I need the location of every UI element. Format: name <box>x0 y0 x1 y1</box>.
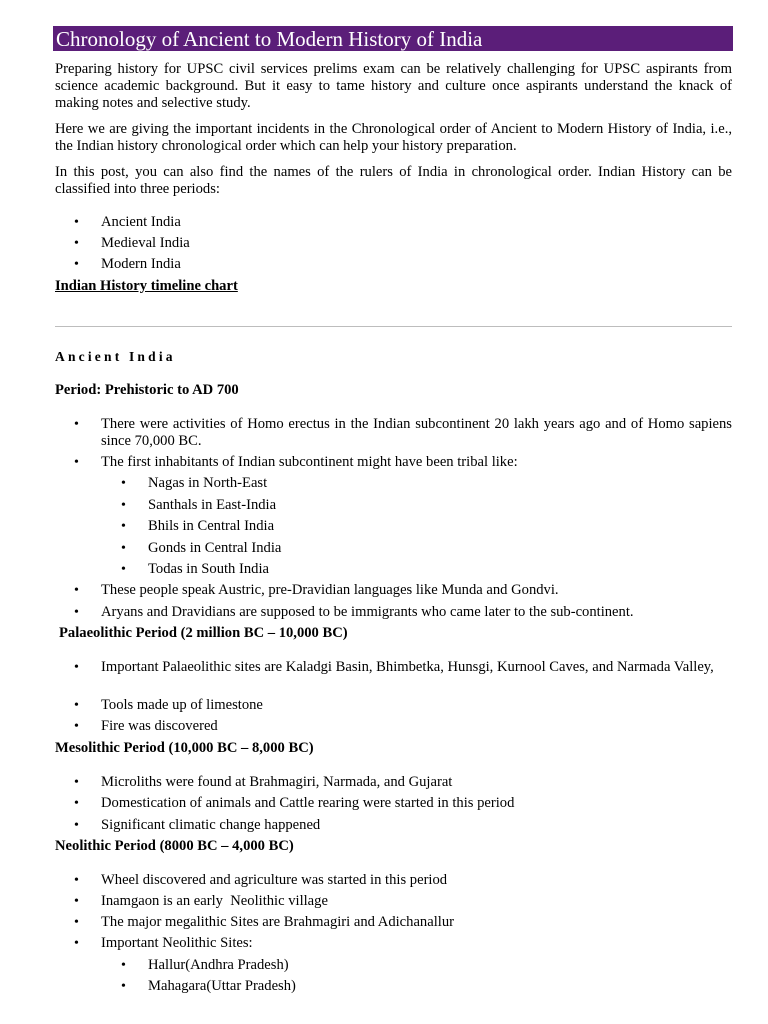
mesolithic-heading: Mesolithic Period (10,000 BC – 8,000 BC) <box>55 740 314 756</box>
bullet-icon: • <box>74 698 79 713</box>
list-item-text: These people speak Austric, pre-Dravidian languages like Munda and Gondvi. <box>101 582 559 598</box>
bullet-icon: • <box>74 818 79 833</box>
list-item-text: Important Neolithic Sites: <box>101 935 253 951</box>
list-item-text: Important Palaeolithic sites are Kaladgi Basin, Bhimbetka, Hunsgi, Kurnool Caves, and Narmada Valley, <box>101 659 714 675</box>
list-item-text: There were activities of Homo erectus in the Indian subcontinent 20 lakh years ago and of Homo sapiens since 70,000 BC. <box>101 416 732 449</box>
list-item-text: Santhals in East-India <box>148 497 277 513</box>
intro-paragraph-2: Here we are giving the important incidents in the Chronological order of Ancient to Modern History of India, i.e., the Indian history chronological order which can help your history preparation. <box>55 121 732 154</box>
bullet-icon: • <box>74 873 79 888</box>
list-item-text: Modern India <box>101 256 181 272</box>
list-item-text: The major megalithic Sites are Brahmagiri and Adichanallur <box>101 914 454 930</box>
list-item-text: Significant climatic change happened <box>101 817 321 833</box>
intro-paragraph-3: In this post, you can also find the names of the rulers of India in chronological order. Indian History can be classified into three periods: <box>55 164 732 197</box>
bullet-icon: • <box>74 257 79 272</box>
list-item-text: Fire was discovered <box>101 718 218 734</box>
list-item-text: Aryans and Dravidians are supposed to be immigrants who came later to the sub-continent. <box>101 604 634 620</box>
bullet-icon: • <box>74 236 79 251</box>
bullet-icon: • <box>74 775 79 790</box>
bullet-icon: • <box>121 958 126 973</box>
list-item-text: Inamgaon is an early Neolithic village <box>101 893 328 909</box>
bullet-icon: • <box>121 541 126 556</box>
bullet-icon: • <box>121 562 126 577</box>
bullet-icon: • <box>74 915 79 930</box>
list-item-text: Nagas in North-East <box>148 475 268 491</box>
list-item-text: Ancient India <box>101 214 181 230</box>
bullet-icon: • <box>121 979 126 994</box>
list-item-text: Bhils in Central India <box>148 518 275 534</box>
bullet-icon: • <box>74 719 79 734</box>
bullet-icon: • <box>121 476 126 491</box>
bullet-icon: • <box>74 417 79 432</box>
intro-paragraph-1: Preparing history for UPSC civil services prelims exam can be relatively challenging for UPSC aspirants from science academic background. But it easy to tame history and culture once aspirants understand the knack of making notes and selective study. <box>55 61 732 111</box>
bullet-icon: • <box>74 455 79 470</box>
bullet-icon: • <box>74 660 79 675</box>
bullet-icon: • <box>74 894 79 909</box>
list-item-text: Domestication of animals and Cattle rearing were started in this period <box>101 795 515 811</box>
list-item-text: Microliths were found at Brahmagiri, Narmada, and Gujarat <box>101 774 453 790</box>
list-item-text: Todas in South India <box>148 561 269 577</box>
neolithic-heading: Neolithic Period (8000 BC – 4,000 BC) <box>55 838 294 854</box>
page-title: Chronology of Ancient to Modern History of India <box>53 26 733 51</box>
list-item-text: Medieval India <box>101 235 190 251</box>
bullet-icon: • <box>74 583 79 598</box>
timeline-chart-link[interactable]: Indian History timeline chart <box>55 278 238 294</box>
bullet-icon: • <box>74 936 79 951</box>
bullet-icon: • <box>74 796 79 811</box>
bullet-icon: • <box>74 605 79 620</box>
period-heading: Period: Prehistoric to AD 700 <box>55 382 239 398</box>
list-item-text: Tools made up of limestone <box>101 697 263 713</box>
list-item-text: Gonds in Central India <box>148 540 282 556</box>
section-divider <box>55 326 732 327</box>
list-item-text: The first inhabitants of Indian subcontinent might have been tribal like: <box>101 454 518 470</box>
list-item-text: Mahagara(Uttar Pradesh) <box>148 978 296 994</box>
list-item-text: Wheel discovered and agriculture was started in this period <box>101 872 448 888</box>
bullet-icon: • <box>121 498 126 513</box>
bullet-icon: • <box>121 519 126 534</box>
section-title: Ancient India <box>55 349 176 364</box>
list-item-text: Hallur(Andhra Pradesh) <box>148 957 289 973</box>
palaeolithic-heading: Palaeolithic Period (2 million BC – 10,000 BC) <box>59 625 348 641</box>
bullet-icon: • <box>74 215 79 230</box>
